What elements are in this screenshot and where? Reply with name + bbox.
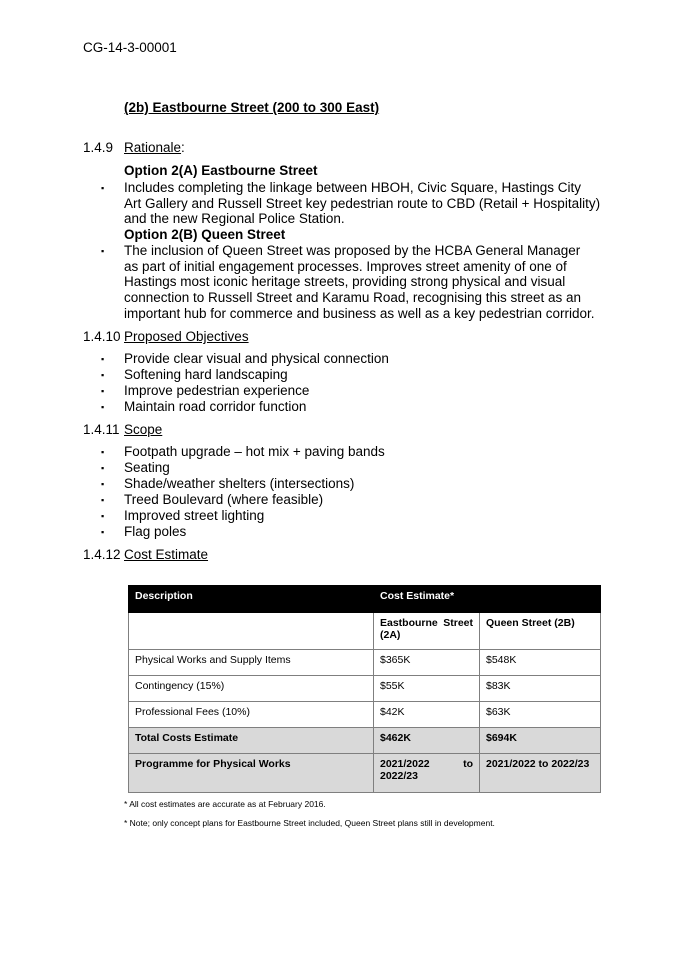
bullet-icon: ▪ bbox=[101, 527, 105, 537]
bullet-icon: ▪ bbox=[101, 511, 105, 521]
option-a-title: Option 2(A) Eastbourne Street bbox=[124, 163, 318, 178]
section-number: 1.4.10 bbox=[83, 329, 121, 344]
section-number: 1.4.11 bbox=[83, 422, 120, 437]
section-title: Rationale bbox=[124, 140, 182, 155]
table-row: Contingency (15%) $55K $83K bbox=[129, 676, 601, 702]
bullet-icon: ▪ bbox=[101, 183, 105, 193]
list-item: Seating bbox=[124, 460, 170, 475]
list-item: Improved street lighting bbox=[124, 508, 265, 523]
bullet-icon: ▪ bbox=[101, 246, 105, 256]
option-b-paragraph: The inclusion of Queen Street was proposed by the HCBA General Manager as part of initial engagement processes. Improves street amenity of one of Hastings most iconic heritage streets, providing strong physical and visual connection to Russell Street and Karamu Road, recognising this street as an important hub for commerce and business as well as a key pedestrian corridor. bbox=[124, 243, 595, 321]
section-objectives-heading bbox=[83, 329, 249, 344]
bullet-icon: ▪ bbox=[101, 370, 105, 380]
list-item: Treed Boulevard (where feasible) bbox=[124, 492, 324, 507]
bullet-icon: ▪ bbox=[101, 447, 105, 457]
section-title: Scope bbox=[124, 422, 163, 437]
bullet-icon: ▪ bbox=[101, 463, 105, 473]
option-b-title: Option 2(B) Queen Street bbox=[124, 227, 286, 242]
list-item: Improve pedestrian experience bbox=[124, 383, 310, 398]
section-rationale-heading: 1.4.9 Rationale: bbox=[83, 140, 185, 155]
table-total-row: Total Costs Estimate $462K $694K bbox=[129, 728, 601, 754]
header-cost-estimate: Cost Estimate* bbox=[374, 586, 601, 613]
document-id: CG-14-3-00001 bbox=[83, 40, 177, 55]
bullet-icon: ▪ bbox=[101, 479, 105, 489]
section-number: 1.4.9 bbox=[83, 140, 114, 155]
list-item: Softening hard landscaping bbox=[124, 367, 288, 382]
table-header-row bbox=[129, 586, 601, 613]
cost-estimate-table bbox=[128, 585, 601, 793]
header-description: Description bbox=[129, 586, 374, 613]
section-number: 1.4.12 bbox=[83, 547, 121, 562]
footnote: * All cost estimates are accurate as at February 2016. bbox=[124, 799, 326, 809]
section-cost-heading bbox=[83, 547, 208, 562]
table-programme-row: Programme for Physical Works 2021/2022 to 2022/23 2021/2022 to 2022/23 bbox=[129, 754, 601, 793]
bullet-icon: ▪ bbox=[101, 386, 105, 396]
list-item: Footpath upgrade – hot mix + paving bands bbox=[124, 444, 385, 459]
bullet-icon: ▪ bbox=[101, 402, 105, 412]
table-row: Physical Works and Supply Items $365K $548K bbox=[129, 650, 601, 676]
option-a-paragraph: Includes completing the linkage between HBOH, Civic Square, Hastings City Art Gallery and Russell Street key pedestrian route to CBD (Retail + Hospitality) and the new Regional Police Station. bbox=[124, 180, 601, 227]
list-item: Shade/weather shelters (intersections) bbox=[124, 476, 355, 491]
bullet-icon: ▪ bbox=[101, 354, 105, 364]
list-item: Maintain road corridor function bbox=[124, 399, 307, 414]
bullet-icon: ▪ bbox=[101, 495, 105, 505]
footnote: * Note; only concept plans for Eastbourne Street included, Queen Street plans still in development. bbox=[124, 818, 495, 828]
subheader-eastbourne: Eastbourne Street (2A) bbox=[374, 613, 480, 650]
section-title: Cost Estimate bbox=[124, 547, 209, 562]
section-scope-heading bbox=[83, 422, 162, 437]
table-subheader-row bbox=[129, 613, 601, 650]
list-item: Provide clear visual and physical connection bbox=[124, 351, 389, 366]
page-heading: (2b) Eastbourne Street (200 to 300 East) bbox=[124, 100, 380, 115]
table-row: Professional Fees (10%) $42K $63K bbox=[129, 702, 601, 728]
section-title: Proposed Objectives bbox=[124, 329, 249, 344]
list-item: Flag poles bbox=[124, 524, 187, 539]
subheader-queen: Queen Street (2B) bbox=[480, 613, 601, 650]
